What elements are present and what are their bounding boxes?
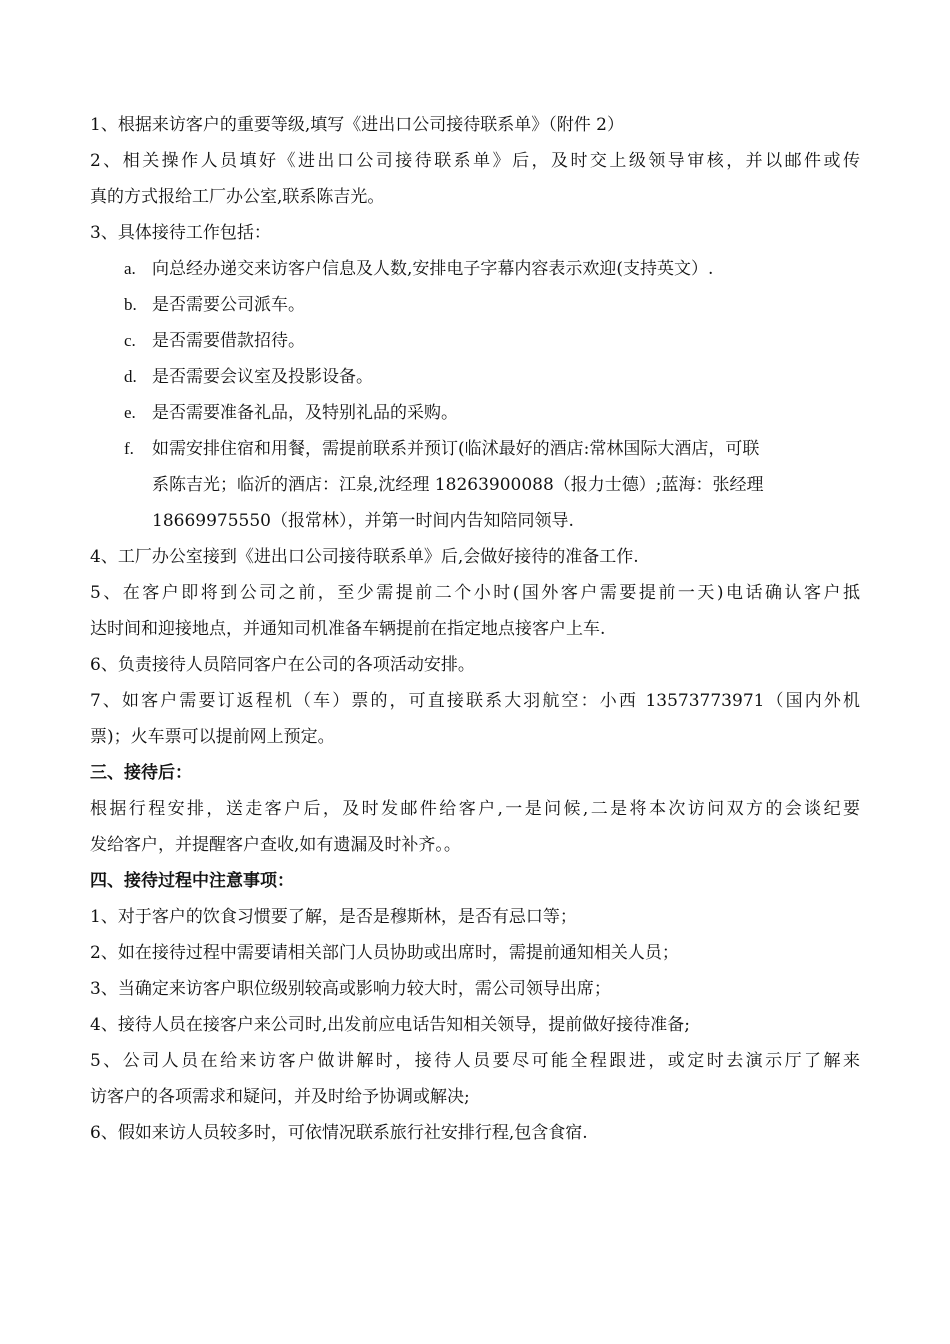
sub-item-f-text-line3: 18669975550（报常林），并第一时间内告知陪同领导.	[152, 511, 574, 531]
step-1-text: 1、根据来访客户的重要等级,填写《进出口公司接待联系单》（附件 2）	[90, 115, 624, 135]
sub-item-b	[90, 287, 860, 323]
step-7-text-line1: 7、如客户需要订返程机（车）票的，可直接联系大羽航空：小西 13573773971（国内外机	[90, 691, 860, 711]
sub-item-c-text: 是否需要借款招待。	[152, 331, 305, 351]
sub-item-b-letter: b.	[124, 295, 137, 314]
sub-item-a-letter: a.	[124, 259, 136, 278]
note-5-text-line2: 访客户的各项需求和疑问，并及时给予协调或解决;	[90, 1087, 470, 1107]
sub-item-e-text: 是否需要准备礼品，及特别礼品的采购。	[152, 403, 458, 423]
sub-item-d	[90, 359, 860, 395]
step-4-text: 4、工厂办公室接到《进出口公司接待联系单》后,会做好接待的准备工作.	[90, 547, 639, 567]
after-reception-text-line2: 发给客户，并提醒客户查收,如有遗漏及时补齐。。	[90, 835, 461, 855]
section-heading-notes: 四、接待过程中注意事项：	[90, 871, 294, 891]
note-5-text-line1: 5、公司人员在给来访客户做讲解时，接待人员要尽可能全程跟进，或定时去演示厅了解来	[90, 1051, 860, 1071]
step-6-text: 6、负责接待人员陪同客户在公司的各项活动安排。	[90, 655, 475, 675]
note-2-text: 2、如在接待过程中需要请相关部门人员协助或出席时，需提前通知相关人员；	[90, 943, 679, 963]
note-1-text: 1、对于客户的饮食习惯要了解，是否是穆斯林，是否有忌口等；	[90, 907, 577, 927]
sub-item-e	[90, 395, 860, 431]
sub-item-f-text-line1: 如需安排住宿和用餐，需提前联系并预订(临沭最好的酒店:常林国际大酒店，可联	[152, 439, 760, 459]
sub-item-c	[90, 323, 860, 359]
document-body	[90, 107, 860, 1151]
sub-item-d-letter: d.	[124, 367, 137, 386]
sub-item-b-text: 是否需要公司派车。	[152, 295, 305, 315]
sub-item-f	[90, 431, 860, 467]
note-6-text: 6、假如来访人员较多时，可依情况联系旅行社安排行程,包含食宿.	[90, 1123, 588, 1143]
note-3-text: 3、当确定来访客户职位级别较高或影响力较大时，需公司领导出席；	[90, 979, 611, 999]
sub-item-d-text: 是否需要会议室及投影设备。	[152, 367, 373, 387]
sub-item-c-letter: c.	[124, 331, 136, 350]
step-3-text: 3、具体接待工作包括：	[90, 223, 271, 243]
sub-item-a-text: 向总经办递交来访客户信息及人数,安排电子字幕内容表示欢迎(支持英文）.	[152, 259, 714, 279]
note-4-text: 4、接待人员在接客户来公司时,出发前应电话告知相关领导，提前做好接待准备;	[90, 1015, 690, 1035]
sub-item-e-letter: e.	[124, 403, 136, 422]
section-heading-after-reception: 三、接待后：	[90, 763, 192, 783]
step-2-text-line2: 真的方式报给工厂办公室,联系陈吉光。	[90, 187, 385, 207]
sub-item-f-letter: f.	[124, 439, 134, 458]
step-2-text-line1: 2、相关操作人员填好《进出口公司接待联系单》后，及时交上级领导审核，并以邮件或传	[90, 151, 860, 171]
after-reception-text-line1: 根据行程安排，送走客户后，及时发邮件给客户,一是问候,二是将本次访问双方的会谈纪要	[90, 799, 860, 819]
sub-item-a	[90, 251, 860, 287]
step-5-text-line1: 5、在客户即将到公司之前，至少需提前二个小时(国外客户需要提前一天)电话确认客户抵	[90, 583, 860, 603]
step-5-text-line2: 达时间和迎接地点，并通知司机准备车辆提前在指定地点接客户上车.	[90, 619, 606, 639]
sub-item-f-text-line2: 系陈吉光；临沂的酒店：江泉,沈经理 18263900088（报力士德）;蓝海：张经理	[152, 475, 764, 495]
step-7-text-line2: 票)；火车票可以提前网上预定。	[90, 727, 335, 747]
